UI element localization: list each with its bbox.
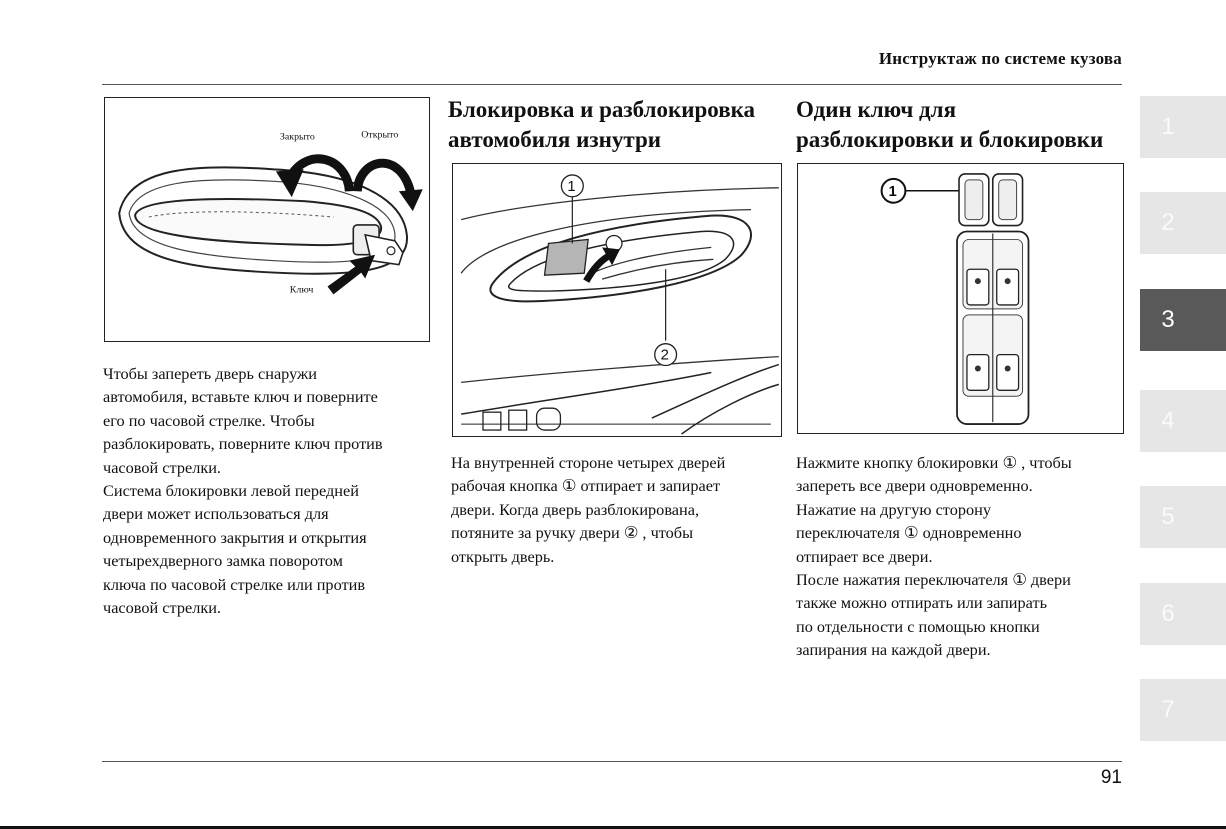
marker-2: 2 xyxy=(660,347,669,364)
col1-line: двери может использоваться для xyxy=(103,504,329,524)
chapter-tab-7[interactable]: 7 xyxy=(1140,679,1226,741)
label-key: Ключ xyxy=(289,284,314,296)
col2-line: открыть дверь. xyxy=(451,546,555,566)
label-open: Открыто xyxy=(361,129,399,141)
col1-line: одновременного закрытия и открытия xyxy=(103,527,367,547)
heading-line: автомобиля изнутри xyxy=(448,127,661,152)
marker-1: 1 xyxy=(888,183,897,200)
heading-line: Один ключ для xyxy=(796,97,957,122)
col2-line: На внутренней стороне четырех дверей xyxy=(451,453,726,472)
col3-line: отпирает все двери. xyxy=(796,546,933,566)
col1-line: часовой стрелки. xyxy=(103,598,222,618)
chapter-tab-4[interactable]: 4 xyxy=(1140,390,1226,452)
label-closed: Закрыто xyxy=(279,131,315,143)
col2-body xyxy=(451,451,725,568)
chapter-tab-1[interactable]: 1 xyxy=(1140,96,1226,158)
col3-body xyxy=(796,451,1072,662)
section-heading-central-lock xyxy=(796,95,1103,155)
heading-line: Блокировка и разблокировка xyxy=(448,97,756,122)
col1-line: разблокировать, поверните ключ против xyxy=(103,434,383,454)
chapter-tab-2[interactable]: 2 xyxy=(1140,192,1226,254)
col3-line: запереть все двери одновременно. xyxy=(796,476,1033,496)
col1-body xyxy=(103,362,383,619)
chapter-tab-5[interactable]: 5 xyxy=(1140,486,1226,548)
col3-line: переключателя ① одновременно xyxy=(796,523,1022,543)
col1-line: Система блокировки левой передней xyxy=(103,481,359,501)
col3-line: также можно отпирать или запирать xyxy=(796,593,1047,613)
door-handle-figure xyxy=(104,97,430,342)
col3-line: запирания на каждой двери. xyxy=(796,640,991,660)
col2-line: рабочая кнопка ① отпирает и запирает xyxy=(451,476,721,496)
col1-line: часовой стрелки. xyxy=(103,457,222,477)
page-number: 91 xyxy=(1100,767,1122,788)
col1-line: его по часовой стрелке. Чтобы xyxy=(103,410,315,430)
col3-line: Нажмите кнопку блокировки ① , чтобы xyxy=(796,453,1072,472)
interior-handle-figure xyxy=(452,163,782,437)
col2-line: двери. Когда дверь разблокирована, xyxy=(451,499,700,519)
footer-rule xyxy=(102,761,1122,762)
marker-1: 1 xyxy=(567,178,576,195)
lock-switch-figure xyxy=(797,163,1124,434)
header-rule xyxy=(102,84,1122,85)
col1-line: четырехдверного замка поворотом xyxy=(103,551,343,571)
heading-line: разблокировки и блокировки xyxy=(796,127,1104,152)
col3-line: по отдельности с помощью кнопки xyxy=(796,616,1040,636)
col3-line: Нажатие на другую сторону xyxy=(796,499,991,519)
chapter-tab-6[interactable]: 6 xyxy=(1140,583,1226,645)
col1-line: Чтобы запереть дверь снаружи xyxy=(103,364,317,383)
chapter-tab-3[interactable]: 3 xyxy=(1140,289,1226,351)
col2-line: потяните за ручку двери ② , чтобы xyxy=(451,523,694,543)
col3-line: После нажатия переключателя ① двери xyxy=(796,570,1071,590)
section-heading-interior-lock xyxy=(448,95,755,155)
col1-line: ключа по часовой стрелке или против xyxy=(103,574,366,594)
running-header: Инструктаж по системе кузова xyxy=(878,49,1122,68)
col1-line: автомобиля, вставьте ключ и поверните xyxy=(103,387,378,407)
